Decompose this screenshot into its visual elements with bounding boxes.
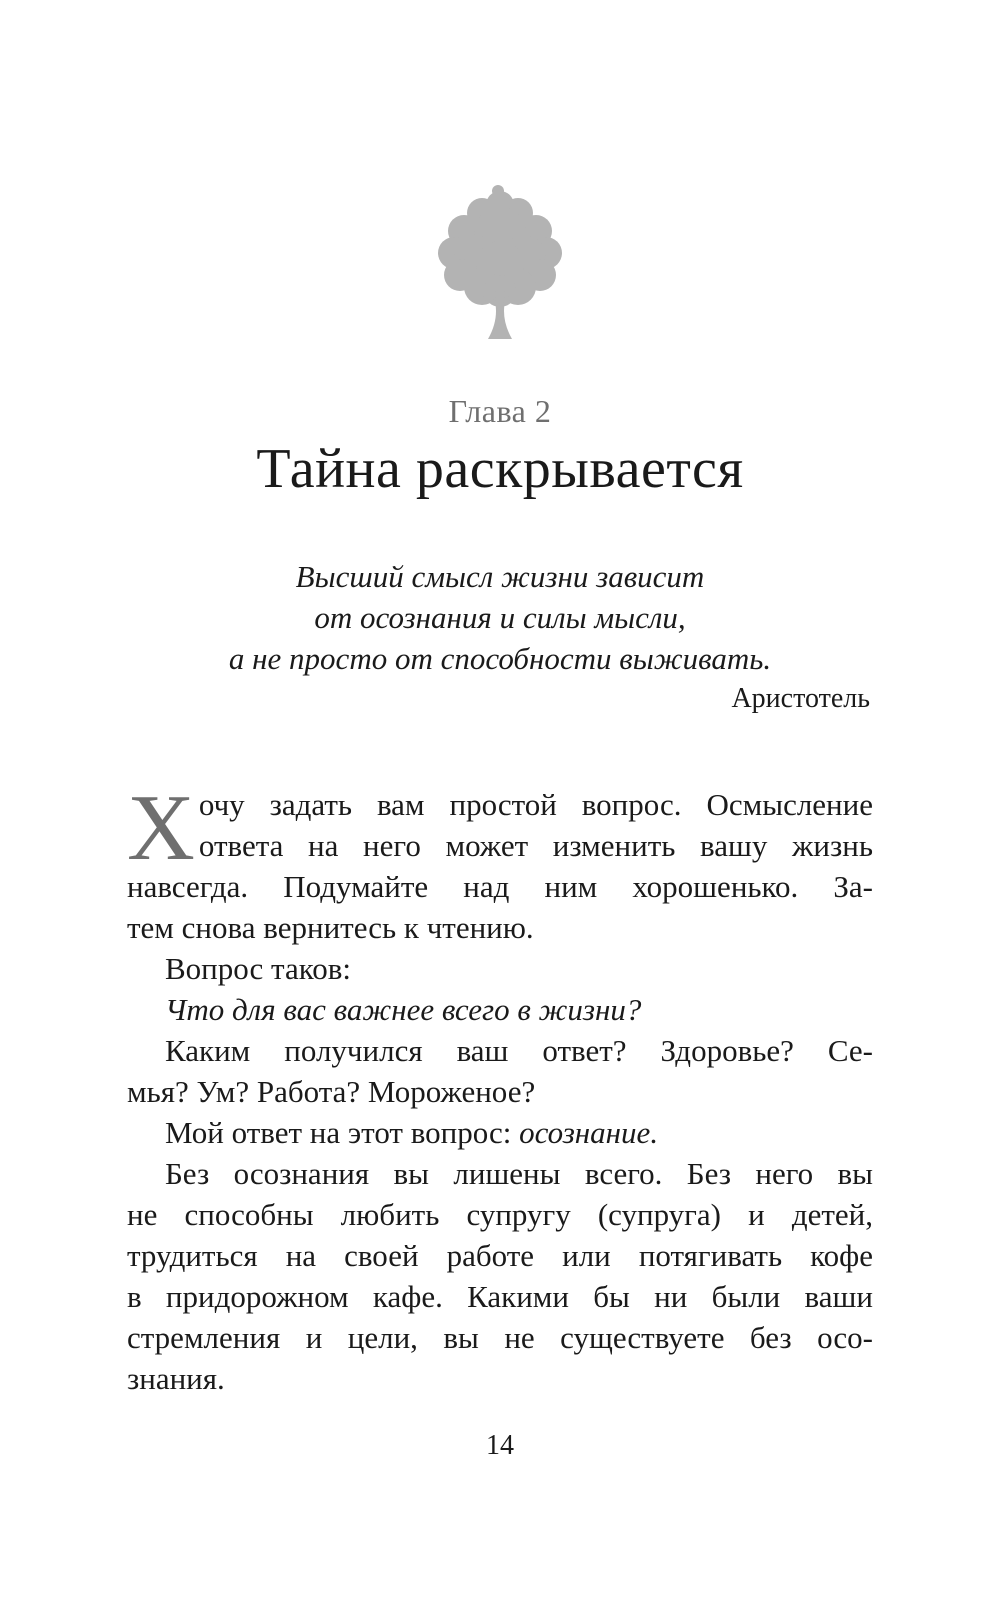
text-line: знания. [127, 1361, 225, 1396]
epigraph-line: от осознания и силы мысли, [314, 600, 686, 635]
page-number: 14 [486, 1430, 514, 1461]
text-line: трудиться на своей работе или потягивать кофе [127, 1238, 873, 1273]
text-line: Без осознания вы лишены всего. Без него вы [165, 1156, 873, 1191]
text-line: не способны любить супругу (супруга) и детей, [127, 1197, 873, 1232]
epigraph-line: Высший смысл жизни зависит [295, 559, 705, 594]
chapter-label: Глава 2 [448, 393, 552, 429]
drop-cap: Х [127, 776, 195, 880]
epigraph [0, 556, 1000, 679]
epigraph-author: Аристотель [731, 683, 870, 714]
text-line: очу задать вам простой вопрос. Осмысление [198, 787, 873, 822]
paragraph [127, 776, 873, 948]
epigraph-line: а не просто от способности выживать. [228, 641, 772, 676]
answer-emphasis: осознание. [519, 1115, 659, 1150]
chapter-title: Тайна раскрывается [256, 438, 744, 500]
text-line: Каким получился ваш ответ? Здоровье? Се- [165, 1033, 873, 1068]
text-line: стремления и цели, вы не существуете без осо- [127, 1320, 873, 1355]
answer-text: Мой ответ на этот вопрос: [165, 1115, 520, 1150]
paragraph [127, 1112, 873, 1153]
body-text [127, 776, 873, 1399]
text-line: ответа на него может изменить вашу жизнь [198, 828, 873, 863]
paragraph: Вопрос таков: [165, 951, 351, 986]
tree-icon [432, 183, 568, 343]
text-line: мья? Ум? Работа? Мороженое? [127, 1074, 536, 1109]
text-line: тем снова вернитесь к чтению. [127, 910, 534, 945]
text-line: навсегда. Подумайте над ним хорошенько. За- [127, 869, 873, 904]
text-line: в придорожном кафе. Какими бы ни были ваши [127, 1279, 873, 1314]
question-line: Что для вас важнее всего в жизни? [165, 992, 642, 1027]
